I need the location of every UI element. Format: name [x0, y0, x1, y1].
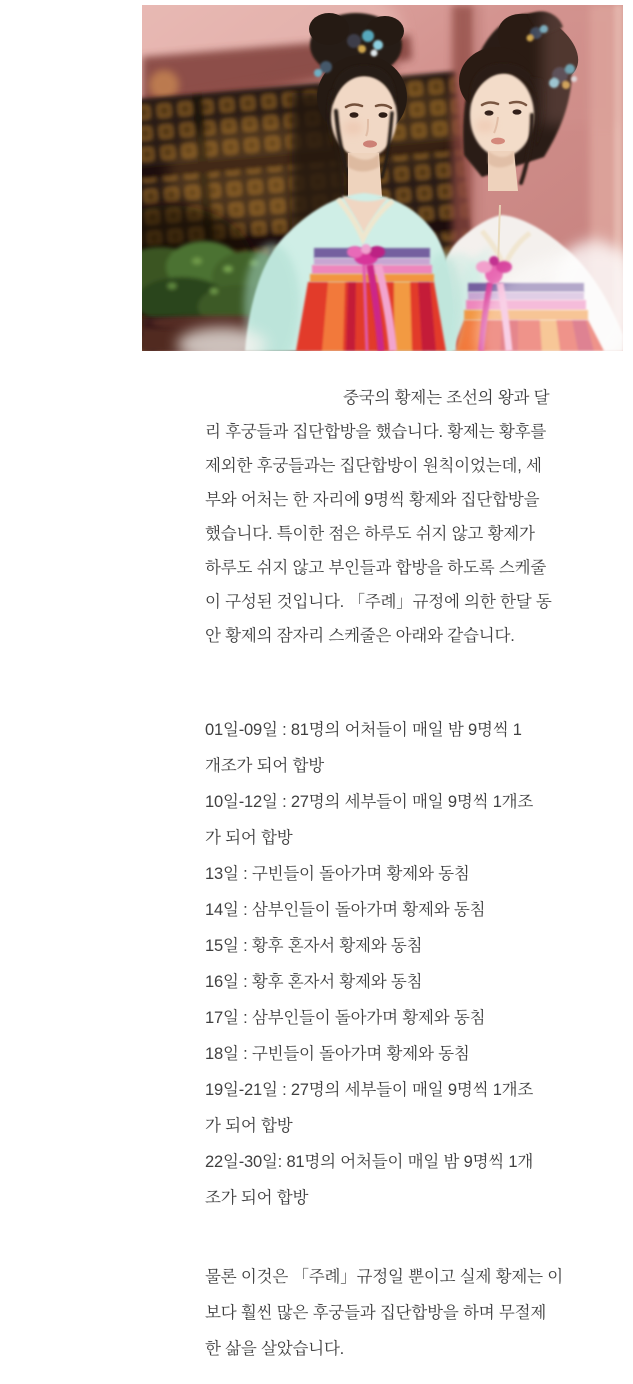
text-line: 01일-09일 : 81명의 어처들이 매일 밤 9명씩 1 [205, 721, 522, 739]
text-line: 13일 : 구빈들이 돌아가며 황제와 동침 [205, 865, 470, 883]
text-line: 리 후궁들과 집단합방을 했습니다. 황제는 황후를 [205, 423, 547, 441]
post-body [205, 381, 563, 1367]
text-line: 17일 : 삼부인들이 돌아가며 황제와 동침 [205, 1009, 486, 1027]
intro-paragraph [205, 381, 563, 653]
text-line: 가 되어 합방 [205, 1117, 293, 1135]
text-line: 18일 : 구빈들이 돌아가며 황제와 동침 [205, 1045, 470, 1063]
text-line: 16일 : 황후 혼자서 황제와 동침 [205, 973, 423, 991]
text-line: 14일 : 삼부인들이 돌아가며 황제와 동침 [205, 901, 486, 919]
text-line: 보다 훨씬 많은 후궁들과 집단합방을 하며 무절제 [205, 1304, 547, 1322]
drama-photo [142, 5, 623, 351]
text-line: 조가 되어 합방 [205, 1189, 309, 1207]
text-line: 중국의 황제는 조선의 왕과 달 [343, 389, 550, 407]
text-line: 개조가 되어 합방 [205, 757, 324, 775]
text-line: 했습니다. 특이한 점은 하루도 쉬지 않고 황제가 [205, 525, 535, 543]
text-line: 하루도 쉬지 않고 부인들과 합방을 하도록 스케줄 [205, 559, 547, 577]
text-line: 안 황제의 잠자리 스케줄은 아래와 같습니다. [205, 627, 515, 645]
text-line: 22일-30일: 81명의 어처들이 매일 밤 9명씩 1개 [205, 1153, 534, 1171]
text-line: 물론 이것은 「주례」규정일 뿐이고 실제 황제는 이 [205, 1268, 563, 1286]
photo-illustration [142, 5, 623, 351]
text-line: 이 구성된 것입니다. 「주례」규정에 의한 한달 동 [205, 593, 552, 611]
text-line: 19일-21일 : 27명의 세부들이 매일 9명씩 1개조 [205, 1081, 534, 1099]
text-line: 한 삶을 살았습니다. [205, 1340, 345, 1358]
text-line: 15일 : 황후 혼자서 황제와 동침 [205, 937, 423, 955]
outro-paragraph [205, 1259, 563, 1367]
text-line: 부와 어처는 한 자리에 9명씩 황제와 집단합방을 [205, 491, 540, 509]
text-line: 10일-12일 : 27명의 세부들이 매일 9명씩 1개조 [205, 793, 534, 811]
text-line: 제외한 후궁들과는 집단합방이 원칙이었는데, 세 [205, 457, 542, 475]
text-line: 가 되어 합방 [205, 829, 293, 847]
schedule-list [205, 712, 563, 1216]
